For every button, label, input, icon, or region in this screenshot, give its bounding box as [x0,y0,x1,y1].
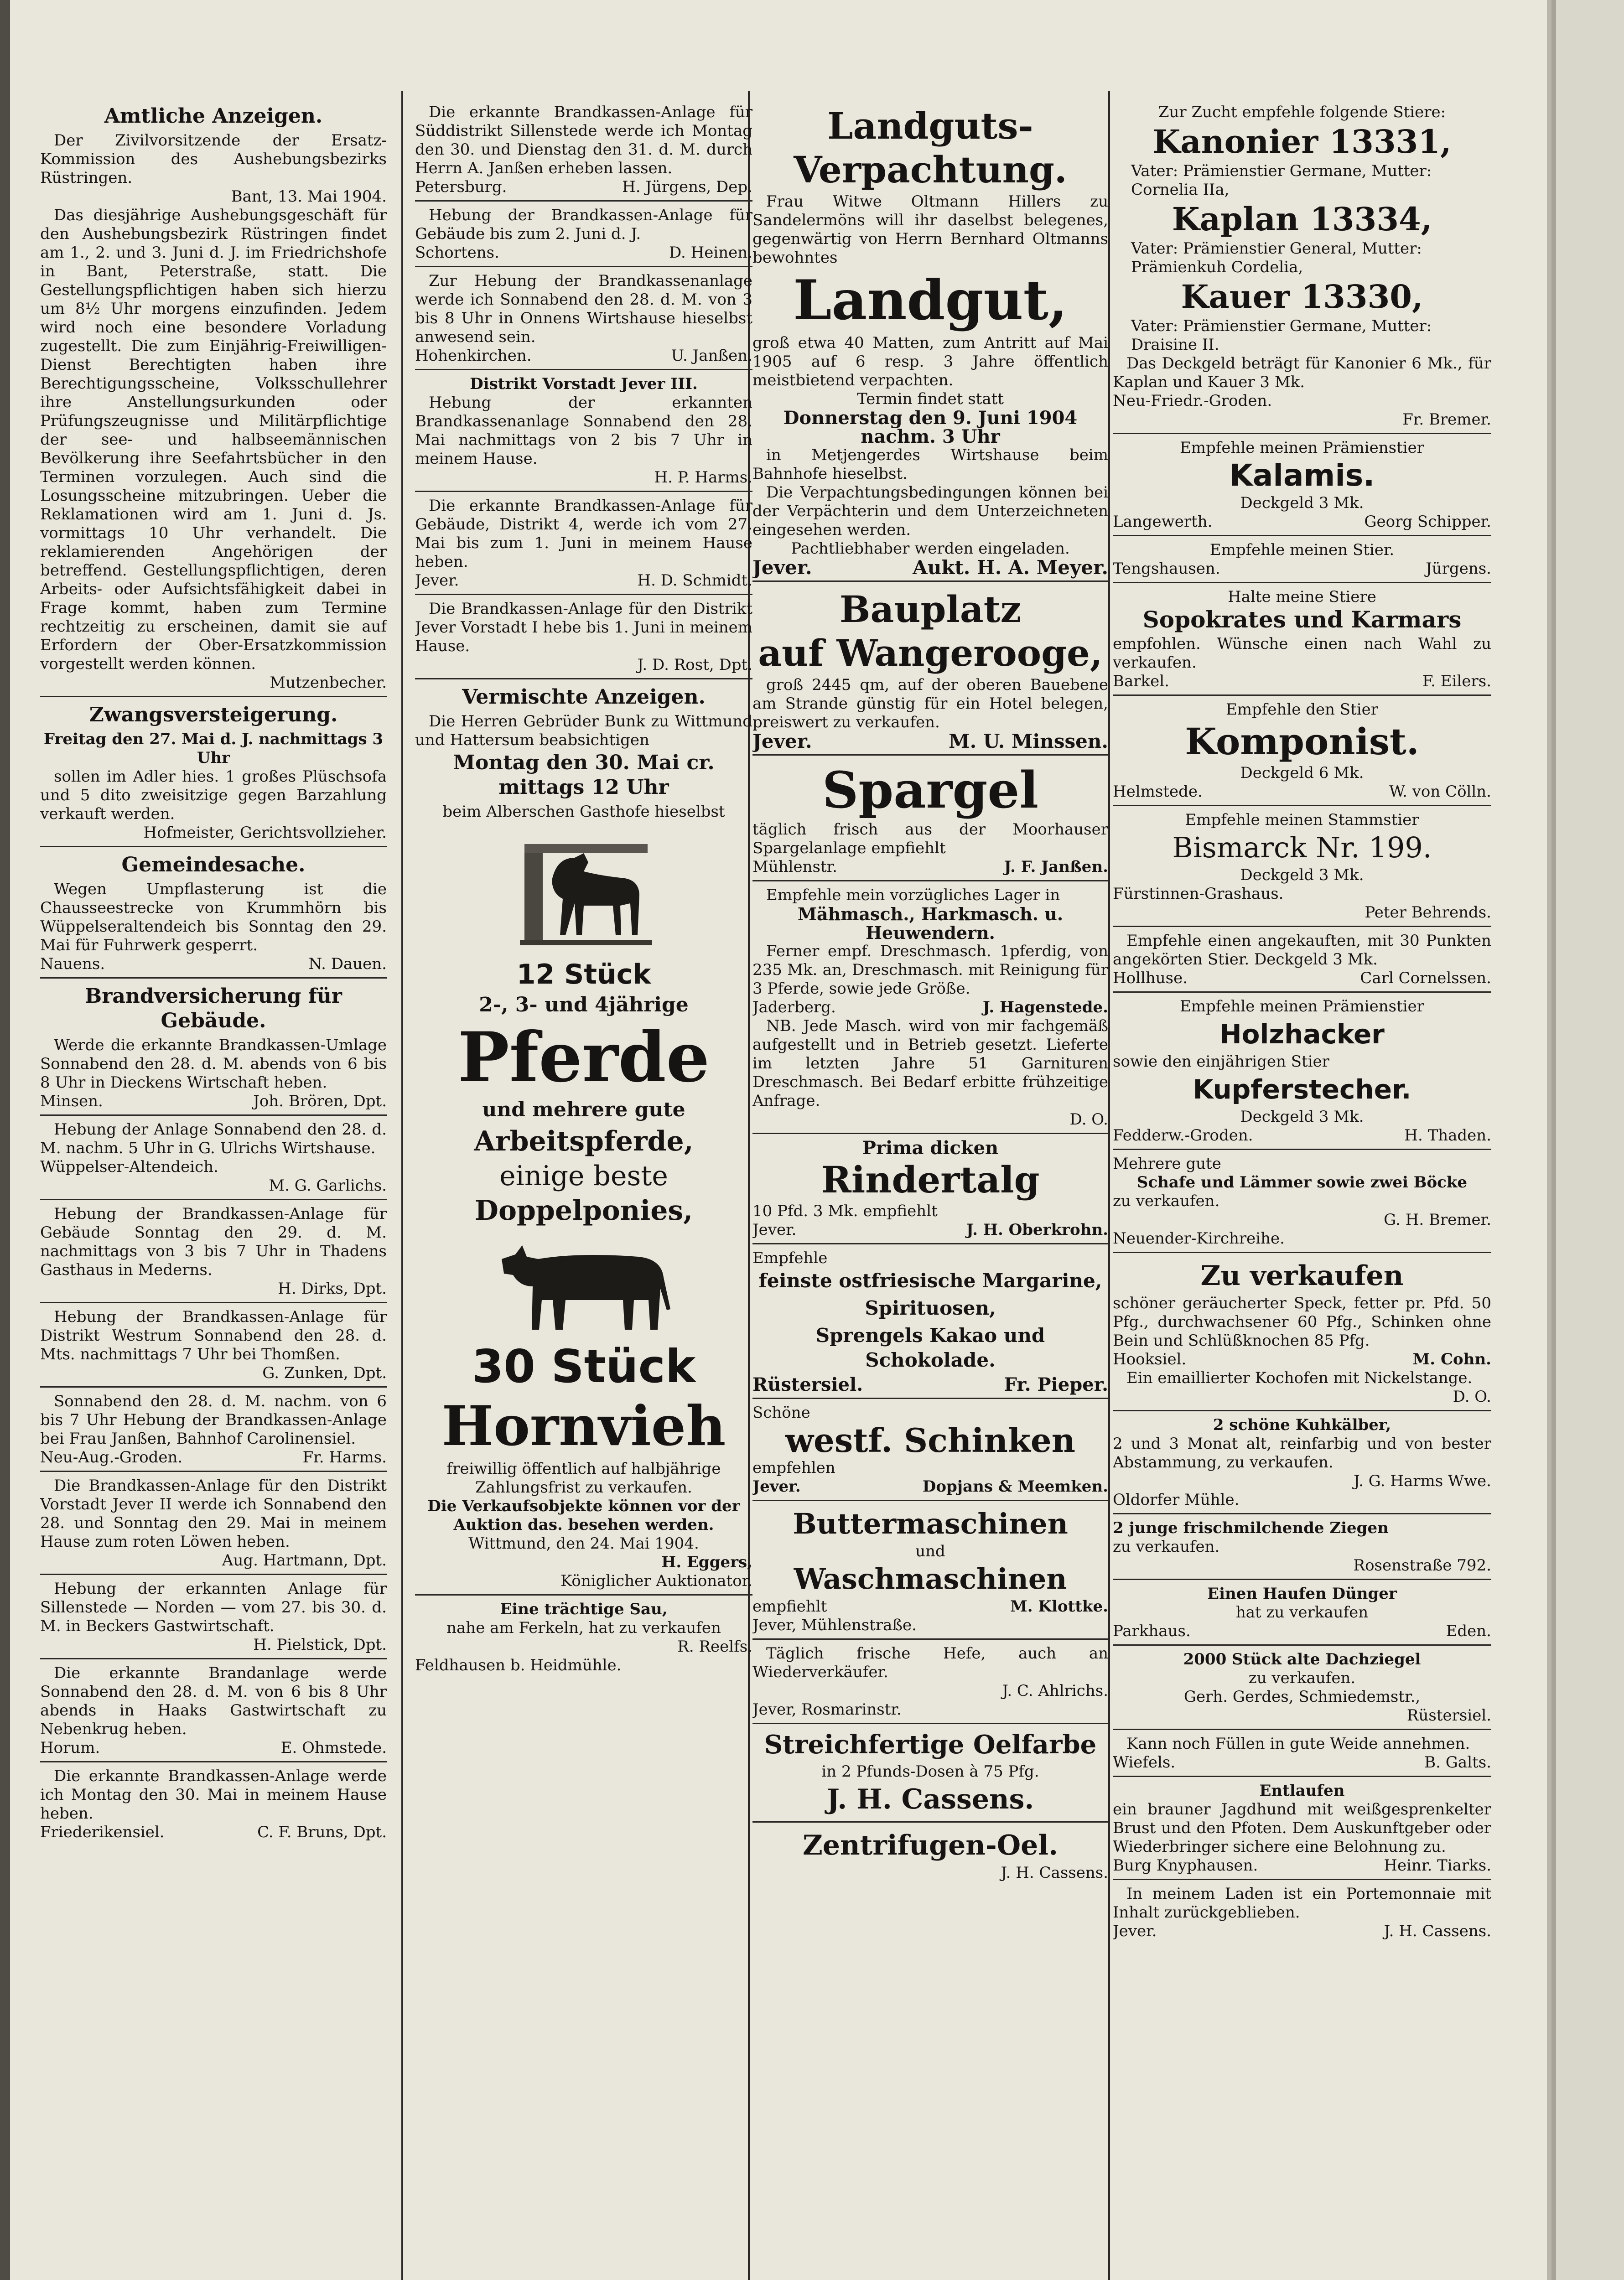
ad-text: Empfehle den Stier [1225,700,1379,719]
ad-text: in 2 Pfunds-Dosen à 75 Pfg. [821,1762,1039,1781]
ad-text: In meinem Laden ist ein Portemonnaie mit Inhalt zurückgeblieben. [1113,1885,1491,1922]
ad-text: Empfehle meinen Stier. [1209,541,1395,559]
ad-place: Jever, Rosmarinstr. [752,1700,902,1719]
ad-brandversicherung [40,980,387,1116]
ad-signature: Aug. Hartmann, Dpt. [222,1551,387,1570]
ad-text: hat zu verkaufen [1235,1603,1369,1622]
ad-signature: J. G. Harms Wwe. [1354,1472,1491,1490]
ad-text: Empfehle einen angekauften, mit 30 Punkten angekörten Stier. Deckgeld 3 Mk. [1113,932,1491,969]
ad-text: Empfehle meinen Stammstier [1185,811,1419,829]
ad-text: Die erkannte Brandkassen-Anlage für Süddistrikt Sillenstede werde ich Montag den 30. und Dienstag den 31. d. M. durch Herrn A. Janßen erheben lassen. [415,103,752,177]
ad-signature: Aukt. H. A. Meyer. [913,556,1108,579]
ad-text: Sonnabend den 28. d. M. nachm. von 6 bis 7 Uhr Hebung der Brandkassen-Anlage bei Frau Janßen, Bahnhof Carolinensiel. [40,1392,387,1448]
ad-place: Helmstede. [1113,782,1203,801]
ad-text: Die Verkaufsobjekte können vor der Auktion das. besehen werden. [427,1497,740,1534]
ad-place: Neu-Aug.-Groden. [40,1448,183,1466]
ad-text: Empfehle meinen Prämienstier [1179,997,1425,1016]
ad-text: sowie den einjährigen Stier [1113,1052,1329,1071]
ad-place: Hooksiel. [1113,1350,1187,1368]
ad-headline: 2 schöne Kuhkälber, [1213,1416,1391,1434]
ad-signature: J. H. Cassens. [1384,1922,1491,1940]
ad-zentrifugen-oel [752,1824,1108,1886]
ad-text: Die Brandkassen-Anlage für den Distrikt Jever Vorstadt I hebe bis 1. Juni in meinem Hause. [415,600,752,655]
ad-signature: G. H. Bremer. [1384,1211,1491,1229]
ad-headline: Bismarck Nr. 199. [1172,831,1432,864]
ad-signature: Eden. [1446,1622,1491,1640]
ad-place: Neu-Friedr.-Groden. [1113,392,1272,410]
ad-brandkasse [415,100,752,202]
ad-text: Die erkannte Brandkassen-Anlage für Gebäude, Distrikt 4, werde ich vom 27. Mai bis zum 1. Juni in meinem Hause heben. [415,497,752,571]
ad-signature: Heinr. Tiarks. [1384,1856,1491,1875]
ad-heading: Prima dicken [862,1137,999,1159]
ad-signature: H. Eggers, [661,1553,752,1571]
ad-text: schöner geräucherter Speck, fetter pr. Pfd. 50 Pfg., durchwachsener 60 Pfg., Schinken ohne Bein und Schlüßknochen 85 Pfg. [1113,1294,1491,1350]
ad-text: Wegen Umpflasterung ist die Chausseestrecke von Krummhörn bis Wüppelseraltendeich bis Sonntag den 29. Mai für Fuhrwerk gesperrt. [40,880,387,954]
ad-text: Die Verpachtungsbedingungen können bei der Verpächterin und dem Unterzeichneten eingesehen werden. [752,483,1108,539]
ad-place: Jever. [415,571,459,590]
ad-signature: H. P. Harms. [654,468,752,487]
ad-stiere-bremer [1113,100,1491,434]
ad-text: Der Zivilvorsitzende der Ersatz-Kommission des Aushebungsbezirks Rüstringen. [40,131,387,187]
ad-hebung [40,1661,387,1762]
ad-place: Jever. [752,1477,801,1496]
ad-text: Empfehle [752,1249,828,1267]
ad-text: Deckgeld 3 Mk. [1240,1108,1364,1126]
ad-headline: Bauplatz [839,588,1022,631]
ad-headline: feinste ostfriesische Margarine, [758,1270,1102,1292]
ad-text: Die erkannte Brandkassen-Anlage werde ich Montag den 30. Mai in meinem Hause heben. [40,1767,387,1823]
ad-heading: Distrikt Vorstadt Jever III. [470,375,698,393]
ad-headline: Streichfertige Oelfarbe [764,1730,1097,1760]
cow-illustration [488,1232,680,1337]
ad-place: Jever, Mühlenstraße. [752,1616,917,1634]
ad-text: Empfehle mein vorzügliches Lager in [766,886,1060,904]
ad-text: Frau Witwe Oltmann Hillers zu Sandelermöns will ihr daselbst belegenes, gegenwärtig von Herrn Bernhard Oltmanns bewohntes [752,192,1108,267]
ad-headline: 2 junge frischmilchende Ziegen [1113,1519,1389,1537]
ad-text: Empfehle meinen Prämienstier [1179,439,1425,457]
ad-signature: J. Hagenstede. [982,998,1108,1016]
ad-place: Hollhuse. [1113,969,1188,987]
column-3 [752,100,1108,2280]
ad-buttermaschinen [752,1503,1108,1640]
binding-edge [0,0,10,2280]
ad-text: Termin findet statt [857,390,1004,408]
ad-text: Mehrere gute [1113,1155,1221,1173]
ad-place: Rosenstraße 792. [1353,1556,1491,1575]
ad-signature: U. Janßen. [671,347,752,365]
ad-text: groß etwa 40 Matten, zum Antritt auf Mai 1905 auf 6 resp. 3 Jahre öffentlich meistbietend verpachten. [752,334,1108,389]
ad-text: Das diesjährige Aushebungsgeschäft für den Aushebungsbezirk Rüstringen findet am 1., 2. und 3. Juni d. J. im Friedrichshofe in Bant, Peterstraße, statt. Die Gestellungspflichtigen haben sich hierzu um 8½ Uhr morgens einzufinden. Jedem wird noch eine besondere Vorladung zugestellt. Die zum Einjährig-Freiwilligen-Dienst Berechtigten haben ihre Berechtigungsscheine, Volksschullehrer ihre Anstellungsurkunden oder Prüfungszeugnisse und Militärpflichtige der see- und halbseemännischen Bevölkerung ihre Seefahrtsbücher in den Terminen vorzulegen. Auch sind die Losungsscheine mitzubringen. Ueber die Reklamationen wird am 1. Juni d. Js. vormittags 10 Uhr verhandelt. Die reklamierenden Angehörigen der betreffend. Gestellungspflichtigen, deren Arbeits- oder Aufsichtsfähigkeit dabei in Frage kommt, haben zum Termine rechtzeitig zu erscheinen, damit sie auf Erfordern der Ober-Ersatzkommission vorgestellt werden können. [40,206,387,673]
ad-place: Tengshausen. [1113,560,1220,578]
ad-signature: C. F. Bruns, Dpt. [257,1823,387,1841]
ad-signature: G. Zunken, Dpt. [262,1364,387,1382]
ad-text: Zur Zucht empfehle folgende Stiere: [1158,103,1446,121]
ad-headline: Verpachtung. [794,148,1067,191]
ad-text: Die Herren Gebrüder Bunk zu Wittmund und Hattersum beabsichtigen [415,712,752,749]
ad-text: Vater: Prämienstier Germane, Mutter: Cornelia IIa, [1131,162,1432,199]
ad-signature: J. D. Rost, Dpt. [637,656,752,674]
ad-text: Hebung der Brandkassen-Anlage für Distrikt Westrum Sonnabend den 28. d. Mts. nachmittags 7 Uhr bei Thomßen. [40,1308,387,1363]
ad-signature: J. H. Cassens. [826,1783,1034,1815]
ad-text: empfohlen. Wünsche einen nach Wahl zu verkaufen. [1113,635,1491,672]
ad-place: Feldhausen b. Heidmühle. [415,1656,622,1674]
ad-headline: 30 Stück [472,1340,696,1393]
ad-signature: Dopjans & Meemken. [922,1477,1108,1496]
ad-brandkasse [415,372,752,492]
ad-signature: H. Jürgens, Dep. [622,178,752,196]
ad-signature: F. Eilers. [1422,672,1491,690]
ad-signature: M. U. Minssen. [949,730,1108,752]
ad-headline: Hornvieh [441,1394,726,1458]
ad-brandkasse [415,269,752,370]
ad-headline: auf Wangerooge, [758,632,1103,674]
ad-text: Täglich frische Hefe, auch an Wiederverkäufer. [752,1644,1108,1681]
ad-place: Schortens. [415,244,499,262]
ad-headline: Kanonier 13331, [1152,123,1452,161]
ad-headline: Landguts- [827,104,1033,147]
ad-headline: Buttermaschinen [793,1507,1068,1540]
ad-headline: 12 Stück [516,959,651,990]
ad-text: zu verkaufen. [1113,1538,1220,1556]
ad-date: Donnerstag den 9. Juni 1904 nachm. 3 Uhr [783,407,1078,447]
ad-place: Parkhaus. [1113,1622,1191,1640]
ad-kuhkaelber [1113,1413,1491,1514]
ad-text: Hebung der erkannten Anlage für Sillenstede — Norden — vom 27. bis 30. d. M. in Beckers Gastwirtschaft. [40,1580,387,1635]
ad-amtliche-anzeigen [40,100,387,697]
ad-signature: R. Reelfs. [677,1637,752,1656]
ad-headline: Arbeitspferde, [474,1125,694,1157]
ad-headline: Spirituosen, [865,1297,996,1319]
ad-signature: H. Dirks, Dpt. [278,1280,387,1298]
ad-duenger [1113,1582,1491,1646]
column-rule [401,91,403,2280]
ad-place: Mühlenstr. [752,858,837,876]
ad-place: Langewerth. [1113,513,1213,531]
ad-text: ein brauner Jagdhund mit weißgesprenkelter Brust und den Pfoten. Dem Auskunftgeber oder Wiederbringer sichere eine Belohnung zu. [1113,1800,1491,1856]
ad-schinken [752,1401,1108,1501]
ad-text: in Metjengerdes Wirtshause beim Bahnhofe hieselbst. [752,446,1108,483]
ad-place: Oldorfer Mühle. [1113,1491,1240,1509]
ad-signature: J. H. Cassens. [1001,1864,1108,1882]
ad-text: sollen im Adler hies. 1 großes Plüschsofa und 5 dito zweisitzige gegen Barzahlung verkauft werden. [40,767,387,823]
ad-signature: D. O. [1069,1110,1108,1129]
ad-place: Rüstersiel. [752,1374,863,1395]
ad-signature: Königlicher Auktionator. [560,1572,752,1590]
ad-place: Wüppelser-Altendeich. [40,1158,218,1176]
ad-sau [415,1597,752,1679]
ad-text: nahe am Ferkeln, hat zu verkaufen [446,1619,721,1637]
ad-stier-cornelssen [1113,929,1491,993]
ad-heading: Zwangsversteigerung. [89,703,338,726]
ad-text: Pachtliebhaber werden eingeladen. [791,539,1070,558]
ad-hebung [40,1389,387,1472]
ad-headline: westf. Schinken [785,1421,1076,1460]
ad-headline: einige beste [499,1160,668,1192]
ad-text: täglich frisch aus der Moorhauser Spargelanlage empfiehlt [752,820,1108,857]
ad-text: Hebung der Anlage Sonnabend den 28. d. M. nachm. 5 Uhr in G. Ulrichs Wirtshause. [40,1120,387,1157]
ad-text: freiwillig öffentlich auf halbjährige Zahlungsfrist zu verkaufen. [446,1460,721,1497]
ad-place: Friederikensiel. [40,1823,165,1841]
ad-place: Petersburg. [415,178,507,196]
ad-text: Die Brandkassen-Anlage für den Distrikt Vorstadt Jever II werde ich Sonnabend den 28. und Sonntag den 29. Mai in meinem Hause zum roten Löwen heben. [40,1477,387,1551]
ad-text: Vater: Prämienstier Germane, Mutter: Draisine II. [1131,317,1432,354]
ad-signature: M. Cohn. [1412,1350,1491,1368]
ad-kalamis [1113,436,1491,536]
ad-headline: Rindertalg [821,1158,1040,1201]
ad-signature: D. O. [1453,1388,1491,1406]
ad-headline: Holzhacker [1219,1019,1385,1050]
ad-text: Ferner empf. Dreschmasch. 1pferdig, von 235 Mk. an, Dreschmasch. mit Reinigung für 3 Pferde, sowie jede Größe. [752,942,1108,998]
ad-margarine [752,1246,1108,1399]
ad-portemonnaie [1113,1882,1491,1944]
ad-text: Werde die erkannte Brandkassen-Umlage Sonnabend den 28. d. M. abends von 6 bis 8 Uhr in Dieckens Wirtschaft heben. [40,1036,387,1092]
ad-signature: Joh. Brören, Dpt. [253,1092,387,1110]
ad-signature: E. Ohmstede. [280,1739,387,1757]
ad-schafe [1113,1152,1491,1253]
ad-date: Freitag den 27. Mai d. J. nachmittags 3 Uhr [43,730,384,767]
ad-komponist [1113,698,1491,806]
ad-place: Jaderberg. [752,998,836,1016]
ad-entlaufen [1113,1779,1491,1880]
ad-signature: Hofmeister, Gerichtsvollzieher. [143,824,387,842]
ad-text: Hebung der Brandkassen-Anlage für Gebäude bis zum 2. Juni d. J. [415,206,752,243]
ad-text: zu verkaufen. [1113,1192,1220,1210]
ad-text: Ein emaillierter Kochofen mit Nickelstange. [1126,1369,1473,1387]
ad-headline: Kaplan 13334, [1172,200,1432,238]
ad-oelfarbe [752,1726,1108,1823]
ad-headline: Zentrifugen-Oel. [803,1829,1058,1861]
ad-text: Vater: Prämienstier General, Mutter: Prämienkuh Cordelia, [1131,239,1422,276]
ad-headline: Sprengels Kakao und Schokolade. [815,1324,1045,1371]
ad-signature: H. Pielstick, Dpt. [253,1636,387,1654]
column-1 [40,100,387,2280]
ad-place: Jever. [752,1221,797,1239]
ad-brandkasse [415,494,752,595]
ad-text: Deckgeld 6 Mk. [1240,764,1364,782]
ad-text: Deckgeld 3 Mk. [1240,866,1364,884]
ad-text: empfehlen [752,1459,835,1477]
ad-signature: B. Galts. [1424,1753,1491,1772]
ad-text: empfiehlt [752,1597,827,1616]
ad-signature: W. von Cölln. [1389,782,1491,801]
ad-hebung [40,1474,387,1575]
ad-headline: und mehrere gute [482,1098,685,1121]
ad-place: Jever. [1113,1922,1157,1940]
ad-place: Jever. [752,730,812,752]
ad-signature: J. H. Oberkrohn. [966,1221,1108,1239]
ad-place: Hohenkirchen. [415,347,532,365]
ad-hebung [40,1202,387,1303]
ad-headline: Pferde [457,1017,710,1098]
ad-text: Deckgeld 3 Mk. [1240,494,1364,512]
ad-headline: 2-, 3- und 4jährige [479,993,689,1016]
ad-maschinen [752,883,1108,1134]
ad-heading: Gemeindesache. [121,853,306,876]
ad-holzhacker [1113,995,1491,1150]
ad-headline: Spargel [822,761,1039,819]
ad-signature: M. G. Garlichs. [269,1176,387,1195]
column-rule [1108,91,1110,2280]
ad-text: Hebung der Brandkassen-Anlage für Gebäude Sonntag den 29. d. M. nachmittags von 3 bis 7 Uhr in Thadens Gasthaus in Mederns. [40,1205,387,1279]
ad-dachziegel [1113,1648,1491,1730]
ad-signature: Fr. Bremer. [1402,410,1491,429]
ad-text: und [915,1542,945,1560]
ad-hebung [40,1305,387,1388]
ad-signature: Gerh. Gerdes, Schmiedemstr., [1183,1688,1421,1706]
ad-brandkasse [415,597,752,679]
ad-headline: Mähmasch., Harkmasch. u. Heuwendern. [797,904,1064,943]
ad-date: Montag den 30. Mai cr. mittags 12 Uhr [453,751,715,799]
ad-headline: Komponist. [1185,720,1419,763]
ad-text: Zur Hebung der Brandkassenanlage werde ich Sonnabend den 28. d. M. von 3 bis 8 Uhr in Onnens Wirtshause hieselbst anwesend sein. [415,272,752,346]
ad-hebung [40,1118,387,1200]
ad-signature: J. F. Janßen. [1004,858,1108,876]
ad-place: Minsen. [40,1092,103,1110]
ad-spargel [752,757,1108,881]
ad-signature: Fr. Pieper. [1004,1374,1108,1395]
ad-headline: Kupferstecher. [1193,1074,1411,1105]
ad-signature: Jürgens. [1426,560,1491,578]
ad-headline: Waschmaschinen [794,1562,1067,1596]
ad-brandkasse [415,203,752,267]
ad-place: Bant, 13. Mai 1904. [231,187,387,206]
ad-ziegen [1113,1516,1491,1580]
ad-text: groß 2445 qm, auf der oberen Bauebene am Strande günstig für ein Hotel belegen, preiswert zu verkaufen. [752,676,1108,731]
ad-location: beim Alberschen Gasthofe hieselbst [442,803,725,821]
ad-text: Kann noch Füllen in gute Weide annehmen. [1126,1735,1470,1753]
ad-signature: M. Klottke. [1010,1597,1108,1616]
ad-stier-juergens [1113,538,1491,583]
ad-headline: Doppelponies, [474,1195,693,1227]
ad-signature: Carl Cornelssen. [1360,969,1491,987]
ad-place: Barkel. [1113,672,1169,690]
ad-signature: H. D. Schmidt. [637,571,752,590]
ad-headline: Kalamis. [1229,458,1375,493]
ad-hefe [752,1642,1108,1724]
ad-place: Wittmund, den 24. Mai 1904. [468,1534,699,1553]
ad-place: Neuender-Kirchreihe. [1113,1229,1285,1248]
ad-text: Die erkannte Brandanlage werde Sonnabend den 28. d. M. von 6 bis 8 Uhr abends in Haaks Gastwirtschaft zu Nebenkrug heben. [40,1664,387,1738]
ad-place: Fürstinnen-Grashaus. [1113,885,1284,903]
ad-text: Hebung der erkannten Brandkassenanlage Sonnabend den 28. Mai nachmittags von 2 bis 7 Uhr in meinem Hause. [415,394,752,468]
ad-signature: D. Heinen. [669,244,752,262]
ad-speck [1113,1255,1491,1411]
ad-signature: Peter Behrends. [1365,903,1491,922]
ad-headline: Sopokrates und Karmars [1142,606,1462,633]
ad-heading: Brandversicherung für Gebäude. [85,985,342,1032]
ad-headline: Entlaufen [1259,1782,1345,1800]
ad-bismarck [1113,808,1491,927]
ad-rindertalg [752,1136,1108,1244]
ad-place: Rüstersiel. [1406,1706,1491,1725]
ad-headline: Kauer 13330, [1181,278,1423,316]
ad-text: Das Deckgeld beträgt für Kanonier 6 Mk., für Kaplan und Kauer 3 Mk. [1113,354,1491,391]
ad-headline: Schafe und Lämmer sowie zwei Böcke [1136,1173,1468,1192]
ad-signature: J. C. Ahlrichs. [1002,1682,1108,1700]
ad-place: Wiefels. [1113,1753,1176,1772]
column-2 [415,100,752,2280]
ad-place: Fedderw.-Groden. [1113,1126,1253,1145]
ad-place: Horum. [40,1739,100,1757]
ad-bauplatz [752,584,1108,756]
ad-text: NB. Jede Masch. wird von mir fachgemäß aufgestellt und in Betrieb gesetzt. Lieferte im letzten Jahre 51 Garnituren Dreschmasch. Bei Bedarf erbitte frühzeitige Anfrage. [752,1017,1108,1110]
ad-text: 10 Pfd. 3 Mk. empfiehlt [752,1202,938,1220]
ad-place: Jever. [752,556,812,579]
ad-text: Halte meine Stiere [1228,588,1376,606]
ad-headline: Einen Haufen Dünger [1207,1585,1397,1603]
column-4 [1113,100,1491,2280]
ad-stiere-eilers [1113,585,1491,696]
ad-zwangsversteigerung [40,699,387,847]
ad-signature: H. Thaden. [1404,1126,1491,1145]
section-title: Amtliche Anzeigen. [104,104,323,128]
ad-text: Schöne [752,1404,810,1422]
ad-place: Nauens. [40,955,105,973]
ad-signature: N. Dauen. [308,955,387,973]
ad-text: zu verkaufen. [1248,1669,1356,1687]
ad-headline: Zu verkaufen [1200,1260,1404,1292]
ad-place: Burg Knyphausen. [1113,1856,1258,1875]
ad-signature: Fr. Harms. [302,1448,387,1466]
ad-headline: 2000 Stück alte Dachziegel [1183,1650,1421,1669]
ad-hebung [40,1764,387,1845]
ad-heading: Eine trächtige Sau, [500,1600,668,1618]
ad-gemeindesache [40,849,387,979]
ad-text: 2 und 3 Monat alt, reinfarbig und von bester Abstammung, zu verkaufen. [1113,1435,1491,1472]
section-title: Vermischte Anzeigen. [462,685,706,709]
horse-illustration [515,826,652,953]
ad-landgut [752,100,1108,582]
ad-fuellen [1113,1732,1491,1777]
ad-pferde-auktion [415,681,752,1596]
ad-hebung [40,1577,387,1659]
ad-signature: Georg Schipper. [1364,513,1491,531]
ad-signature: Mutzenbecher. [270,674,387,692]
ad-headline: Landgut, [793,268,1068,332]
